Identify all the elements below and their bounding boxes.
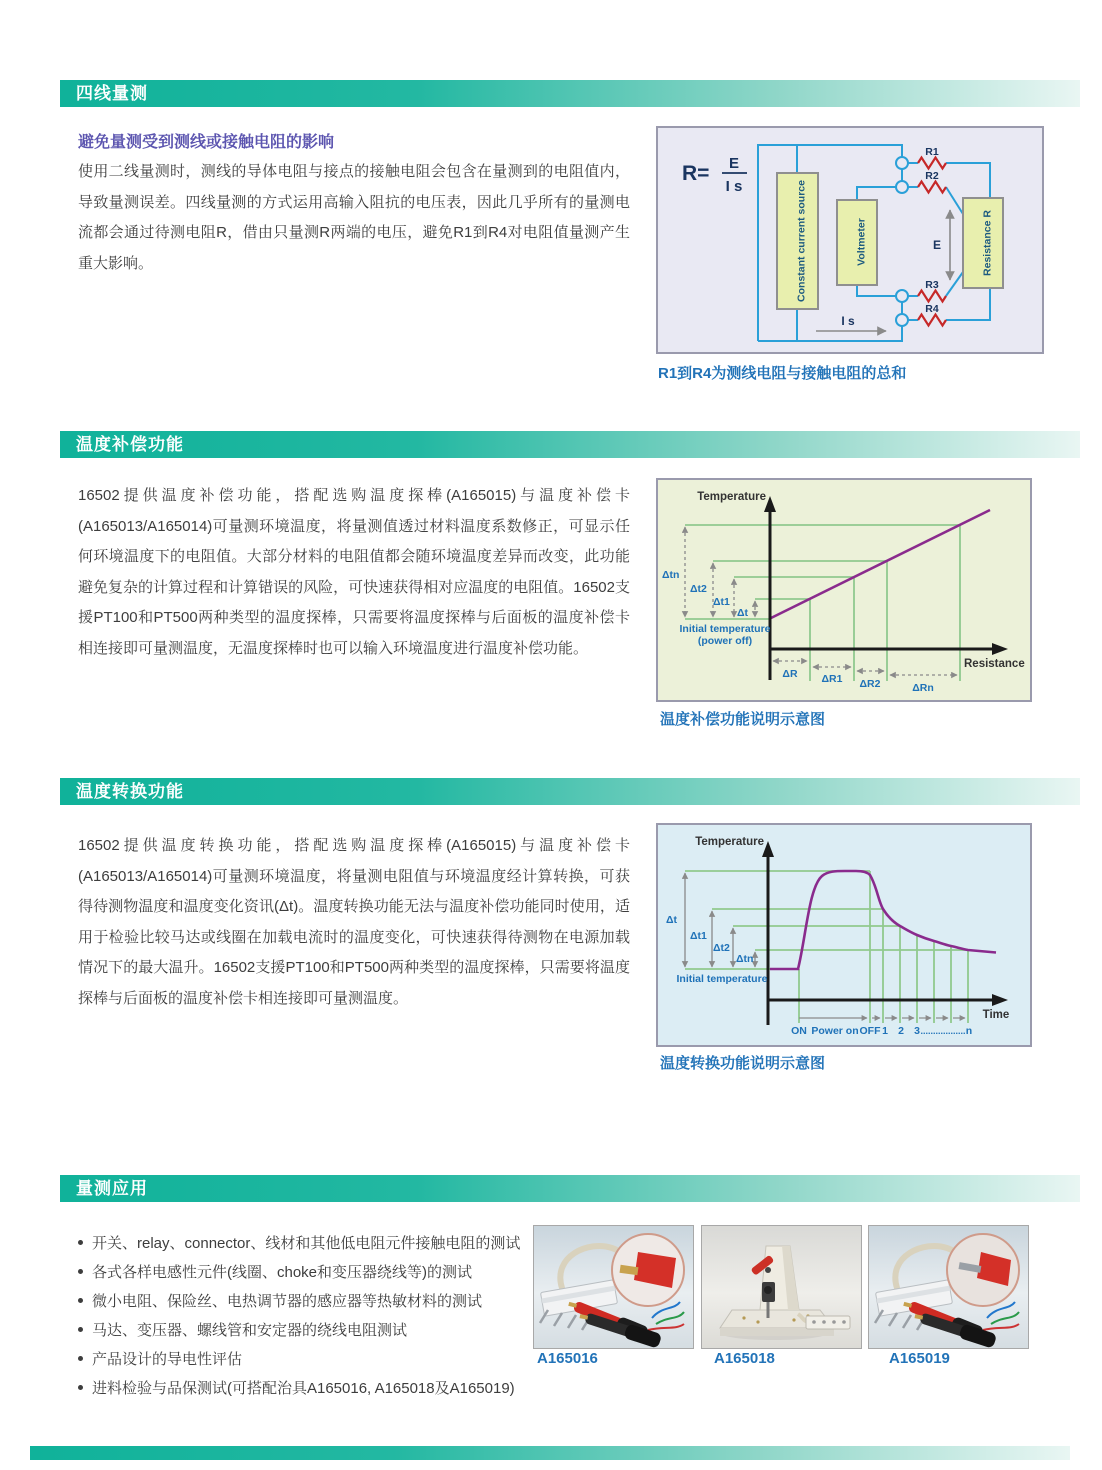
section-header-four-wire [60,80,1080,107]
compensation-chart-caption: 温度补偿功能说明示意图 [660,711,826,728]
four-wire-circuit-diagram [656,126,1044,354]
section-header-label: 温度补偿功能 [76,435,184,454]
section-header-label: 量测应用 [76,1179,148,1198]
axes [768,853,996,1025]
delta-r-label: ΔR [782,668,798,680]
bullet-icon [78,1385,83,1390]
resistance-r-label: Resistance R [981,210,994,276]
formula-r: R= [682,162,710,185]
temp-compensation-chart [656,478,1032,702]
delta-t-label: Δt [666,914,678,926]
response-line [771,510,990,618]
section-header-label: 温度转换功能 [76,782,184,801]
list-item-text: 各式各样电感性元件(线圈、choke和变压器绕线等)的测试 [92,1264,473,1281]
fixture-photo-svg [702,1226,861,1348]
list-item-text: 开关、relay、connector、线材和其他低电阻元件接触电阻的测试 [92,1235,521,1252]
r1-label: R1 [925,146,939,158]
delta-r1-label: ΔR1 [821,673,843,685]
x-tick-n: n [965,1025,973,1037]
delta-t1-label: Δt1 [690,930,707,942]
x-tick-power-on: Power on [811,1025,859,1037]
axes [770,508,996,680]
section3-body: 16502提供温度转换功能，搭配选购温度探棒(A165015)与温度补偿卡(A165013/A165014)可量测环境温度，将量测电阻值与环境温度经计算转换，可获得待测物温度和温度变化资讯(Δt)。温度转换功能无法与温度补偿功能同时使用，适用于检验比较马达或线圈在加载电流时的温度变化，可快速获得待测物在电源加载情况下的最大温升。16502支援PT100和PT500两种类型的温度探棒，只需要将温度探棒与后面板的温度补偿卡相连接即可量测温度。 [78,837,630,1007]
section1-body: 使用二线量测时，测线的导体电阻与接点的接触电阻会包含在量测到的电阻值内，导致量测误差。四线量测的方式运用高输入阻抗的电压表，因此几乎所有的量测电流都会通过待测电阻R，借由只量测R两端的电压，避免R1到R4对电阻值量测产生重大影响。 [78,163,630,272]
conversion-chart-caption: 温度转换功能说明示意图 [660,1055,826,1072]
delta-t-label: Δt [737,607,749,619]
x-tick-off: OFF [859,1025,881,1037]
delta-t1-label: Δt1 [713,596,730,608]
x-axis-arrow-icon [992,643,1008,655]
y-axis-label: Temperature [695,836,764,848]
circuit-nodes [896,157,908,326]
list-item [78,1286,520,1315]
initial-temperature-label: Initial temperature [676,973,768,985]
section2-body: 16502提供温度补偿功能，搭配选购温度探棒(A165015)与温度补偿卡(A165013/A165014)可量测环境温度，将量测值透过材料温度系数修正，可显示任何环境温度下的电阻值。大部分材料的电阻值都会随环境温度差异而改变，此功能避免复杂的计算过程和计算错误的风险，可快速获得相对应温度的电阻值。16502支援PT100和PT500两种类型的温度探棒，只需要将温度探棒与后面板的温度补偿卡相连接即可量测温度，无温度探棒时也可以输入环境温度进行温度补偿功能。 [78,487,630,657]
footer-accent-bar [30,1446,1070,1460]
product-caption-a165018: A165018 [714,1350,775,1367]
product-photo-a165016 [533,1225,694,1349]
r3-label: R3 [925,279,939,291]
x-axis-label: Resistance [964,658,1025,670]
compensation-chart-svg [658,480,1030,700]
delta-tn-label: Δtn [736,953,754,965]
r2-label: R2 [925,170,939,182]
x-tick-3: 3 [914,1025,920,1037]
is-label: I s [841,314,855,328]
formula-numerator: E [728,155,740,172]
list-item-text: 进料检验与品保测试(可搭配治具A165016, A165018及A165019) [92,1380,515,1397]
delta-t2-label: Δt2 [690,583,707,595]
y-axis-label: Temperature [697,491,766,503]
list-item-text: 产品设计的导电性评估 [92,1351,243,1368]
x-tick-dots: .................. [920,1026,966,1036]
product-caption-a165019: A165019 [889,1350,950,1367]
delta-rn-label: ΔRn [912,682,934,694]
test-lead-photo-svg [534,1226,693,1348]
r4-label: R4 [925,303,939,315]
x-axis-arrow-icon [992,994,1008,1006]
list-item [78,1373,520,1402]
delta-tn-label: Δtn [662,569,680,581]
test-lead-photo-svg [869,1226,1028,1348]
section-header-temp-conversion [60,778,1080,805]
bullet-icon [78,1356,83,1361]
x-tick-2: 2 [898,1025,904,1037]
formula-denominator: I s [725,178,743,195]
product-photo-a165018 [701,1225,862,1349]
delta-t2-label: Δt2 [713,942,730,954]
x-axis-label: Time [982,1009,1010,1021]
formula [682,155,747,195]
section-header-applications [60,1175,1080,1202]
temp-conversion-chart [656,823,1032,1047]
product-photo-a165019 [868,1225,1029,1349]
list-item [78,1315,520,1344]
voltmeter-label: Voltmeter [855,218,868,266]
component-boxes [777,173,1003,309]
list-item-text: 马达、变压器、螺线管和安定器的绕线电阻测试 [92,1322,408,1339]
bullet-icon [78,1240,83,1245]
x-tick-on: ON [791,1025,807,1037]
section1-subtitle: 避免量测受到测线或接触电阻的影响 [78,134,335,151]
list-item-text: 微小电阻、保险丝、电热调节器的感应器等热敏材料的测试 [92,1293,483,1310]
conversion-chart-svg [658,825,1030,1045]
bullet-icon [78,1327,83,1332]
list-item [78,1344,520,1373]
initial-temperature-label: Initial temperature [679,623,771,635]
delta-r-arrows [773,661,957,675]
bullet-icon [78,1298,83,1303]
circuit-caption: R1到R4为测线电阻与接触电阻的总和 [658,365,907,382]
e-label: E [932,238,941,252]
x-tick-1: 1 [882,1025,888,1037]
product-caption-a165016: A165016 [537,1350,598,1367]
list-item [78,1228,520,1257]
power-off-label: (power off) [697,635,753,647]
section-header-temp-compensation [60,431,1080,458]
list-item [78,1257,520,1286]
constant-current-source-label: Constant current source [795,180,808,302]
applications-list [78,1228,520,1402]
section-header-label: 四线量测 [76,84,148,103]
circuit-svg [658,128,1042,352]
delta-r2-label: ΔR2 [859,678,881,690]
bullet-icon [78,1269,83,1274]
